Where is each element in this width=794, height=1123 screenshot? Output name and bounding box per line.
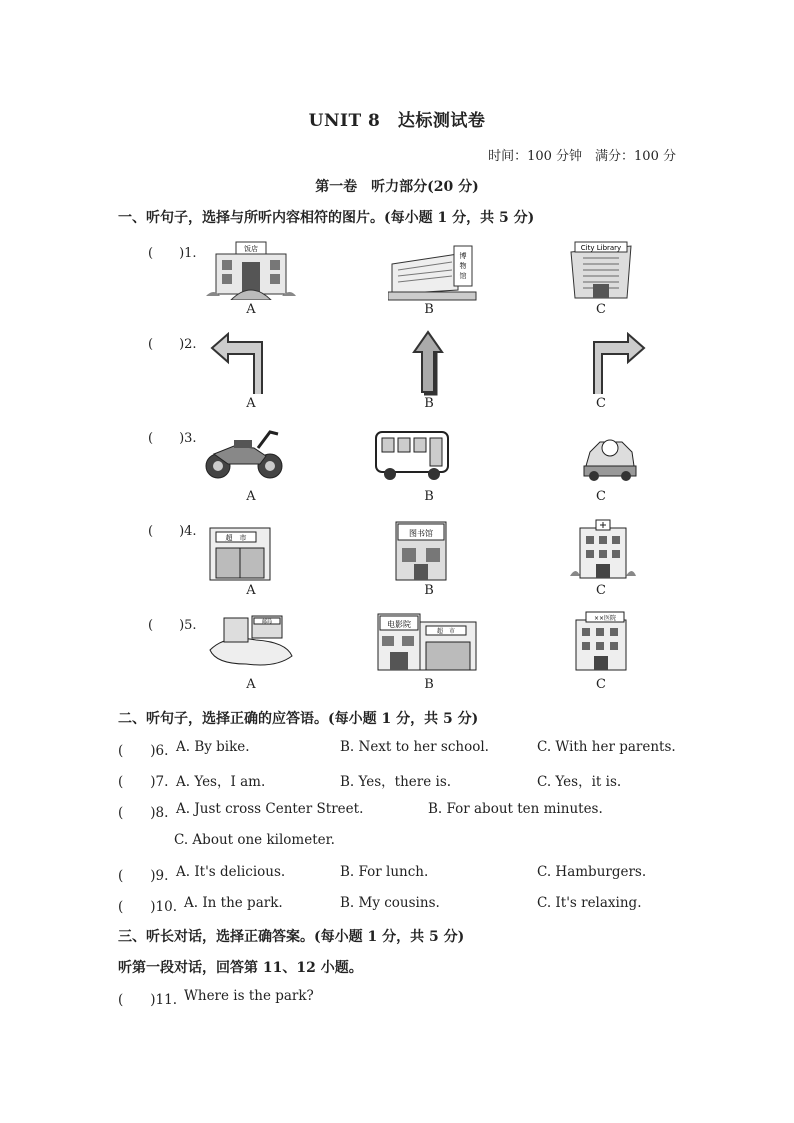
q10-option-b: B. My cousins. [340,895,440,911]
q10-option-a: A. In the park. [184,895,283,911]
q1-option-a: A [246,302,256,317]
q9-option-a: A. It's delicious. [176,864,286,880]
q1-option-b: B [424,302,434,317]
q1-number: ( )1. [148,246,197,261]
motorcycle-image [204,426,286,482]
q7-option-b: B. Yes，there is. [340,774,452,790]
q4-option-c: C [596,583,606,598]
hotel-sign: 饭店 [244,245,258,253]
bookstore-sign: 图书馆 [409,529,433,538]
section3-subheading: 听第一段对话，回答第 11、12 小题。 [118,960,363,976]
q3-number: ( )3. [148,431,197,446]
q3-option-b: B [424,489,434,504]
q8-option-c: C. About one kilometer. [174,832,335,848]
q3-option-c: C [596,489,606,504]
q9-option-b: B. For lunch. [340,864,429,880]
go-straight-arrow-icon [412,330,444,396]
q2-option-c: C [596,396,606,411]
hospital2-image [572,610,630,672]
q6-option-a: A. By bike. [176,739,250,755]
supermarket2-sign: 超 市 [436,628,456,635]
q10-number: ( )10. [118,899,178,915]
supermarket-sign: 超 市 [225,534,247,542]
post-office-sign: 邮局 [261,619,273,625]
q5-option-c: C [596,677,606,692]
q8-option-a: A. Just cross Center Street. [176,801,364,817]
q2-number: ( )2. [148,337,197,352]
section1-heading: 一、听句子，选择与所听内容相符的图片。(每小题 1 分，共 5 分) [118,210,535,226]
q5-number: ( )5. [148,618,197,633]
exam-meta: 时间：100 分钟 满分：100 分 [488,149,676,164]
q2-option-a: A [246,396,256,411]
svg-text:物: 物 [459,262,467,270]
q2-option-b: B [424,396,434,411]
bookstore-image [394,518,448,582]
q11-number: ( )11. [118,992,178,1008]
q5-option-a: A [246,677,256,692]
q7-option-a: A. Yes，I am. [176,774,266,790]
hotel-image [206,236,296,300]
q3-option-a: A [246,489,256,504]
q6-number: ( )6. [118,743,169,759]
bus-image [372,428,452,482]
q6-option-b: B. Next to her school. [340,739,489,755]
q1-option-c: C [596,302,606,317]
cinema-supermarket-image [376,612,478,672]
section2-heading: 二、听句子，选择正确的应答语。(每小题 1 分，共 5 分) [118,711,479,727]
q4-option-a: A [246,583,256,598]
hospital-sign: ××医院 [593,615,617,622]
q7-number: ( )7. [118,774,169,790]
car-image [582,426,638,482]
section3-heading: 三、听长对话，选择正确答案。(每小题 1 分，共 5 分) [118,929,465,945]
q9-number: ( )9. [118,868,169,884]
part-title: 第一卷 听力部分(20 分) [315,179,479,195]
post-office-image [206,612,294,670]
q8-number: ( )8. [118,805,169,821]
q9-option-c: C. Hamburgers. [537,864,647,880]
q8-option-b: B. For about ten minutes. [428,801,603,817]
q4-number: ( )4. [148,524,197,539]
museum-image [388,240,480,302]
supermarket-image [208,520,272,582]
library-image [567,238,637,300]
q7-option-c: C. Yes，it is. [537,774,622,790]
turn-right-arrow-icon [590,332,646,394]
q6-option-c: C. With her parents. [537,739,676,755]
q10-option-c: C. It's relaxing. [537,895,642,911]
q11-text: Where is the park? [184,988,314,1004]
library-sign: City Library [580,244,622,252]
q5-option-b: B [424,677,434,692]
svg-text:馆: 馆 [459,272,467,280]
cinema-sign: 电影院 [387,620,411,629]
svg-text:博: 博 [459,252,467,260]
q4-option-b: B [424,583,434,598]
turn-left-arrow-icon [210,332,266,394]
hospital-image [570,518,636,580]
page-title: UNIT 8 达标测试卷 [308,111,486,131]
